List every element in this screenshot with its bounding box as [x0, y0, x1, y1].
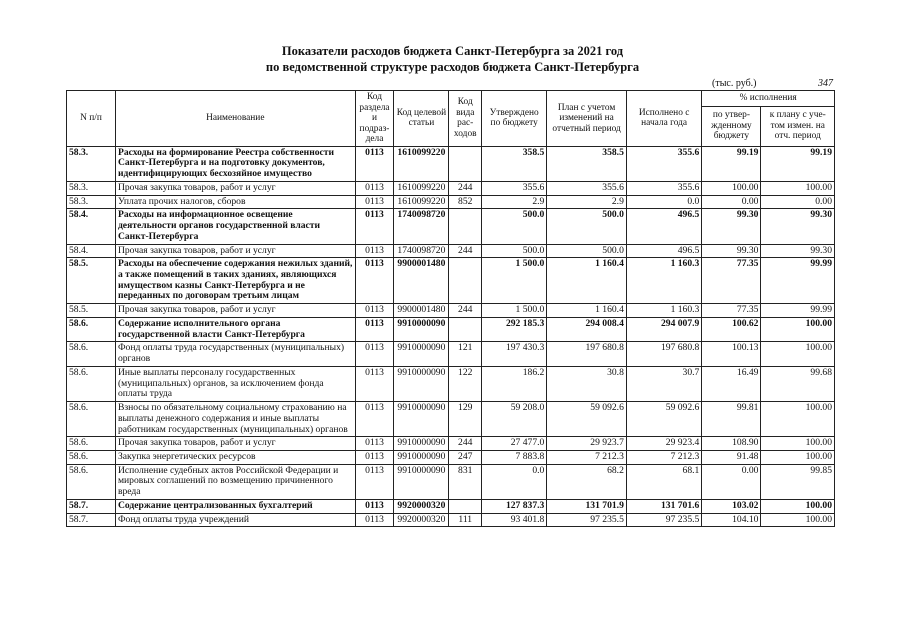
row-name: Содержание централизованных бухгалтерий — [115, 499, 355, 513]
row-vid: 111 — [449, 513, 482, 527]
row-pct-approved: 99.81 — [702, 402, 761, 437]
row-statya: 1740098720 — [394, 244, 449, 258]
row-name: Прочая закупка товаров, работ и услуг — [115, 244, 355, 258]
row-statya: 9910000090 — [394, 451, 449, 465]
header-pct-plan: к плану с уче-том измен. на отч. период — [761, 106, 835, 146]
row-executed: 30.7 — [626, 366, 701, 401]
units-label: (тыс. руб.) — [712, 78, 757, 89]
row-executed: 131 701.6 — [626, 499, 701, 513]
row-executed: 7 212.3 — [626, 451, 701, 465]
report-title-line-2: по ведомственной структуре расходов бюджета Санкт-Петербурга — [265, 60, 640, 74]
row-statya: 9910000090 — [394, 464, 449, 499]
row-executed: 496.5 — [626, 244, 701, 258]
row-vid: 852 — [449, 195, 482, 209]
row-statya: 9910000090 — [394, 317, 449, 341]
row-num: 58.3. — [67, 181, 116, 195]
row-razdel: 0113 — [355, 244, 394, 258]
row-statya: 1610099220 — [394, 181, 449, 195]
header-vid: Код вида рас-ходов — [449, 91, 482, 147]
row-statya: 9910000090 — [394, 437, 449, 451]
row-executed: 355.6 — [626, 146, 701, 181]
row-vid: 129 — [449, 402, 482, 437]
row-plan: 131 701.9 — [547, 499, 627, 513]
row-pct-approved: 16.49 — [702, 366, 761, 401]
row-pct-approved: 99.19 — [702, 146, 761, 181]
table-row — [67, 342, 835, 366]
row-name: Уплата прочих налогов, сборов — [115, 195, 355, 209]
row-razdel: 0113 — [355, 181, 394, 195]
row-vid: 244 — [449, 244, 482, 258]
row-pct-plan: 100.00 — [761, 437, 835, 451]
row-executed: 68.1 — [626, 464, 701, 499]
row-num: 58.6. — [67, 317, 116, 341]
row-approved: 1 500.0 — [482, 258, 547, 304]
row-num: 58.7. — [67, 513, 116, 527]
row-num: 58.5. — [67, 304, 116, 318]
row-razdel: 0113 — [355, 258, 394, 304]
row-pct-approved: 100.00 — [702, 181, 761, 195]
row-name: Закупка энергетических ресурсов — [115, 451, 355, 465]
row-pct-plan: 100.00 — [761, 402, 835, 437]
row-executed: 294 007.9 — [626, 317, 701, 341]
row-num: 58.3. — [67, 146, 116, 181]
row-executed: 197 680.8 — [626, 342, 701, 366]
table-row — [67, 146, 835, 181]
row-pct-approved: 100.62 — [702, 317, 761, 341]
row-pct-plan: 99.85 — [761, 464, 835, 499]
table-row — [67, 181, 835, 195]
row-num: 58.6. — [67, 342, 116, 366]
row-executed: 0.0 — [626, 195, 701, 209]
row-razdel: 0113 — [355, 317, 394, 341]
row-pct-plan: 99.68 — [761, 366, 835, 401]
row-vid: 244 — [449, 181, 482, 195]
row-plan: 355.6 — [547, 181, 627, 195]
row-num: 58.6. — [67, 464, 116, 499]
header-executed: Исполнено с начала года — [626, 91, 701, 147]
header-name: Наименование — [115, 91, 355, 147]
row-vid: 247 — [449, 451, 482, 465]
row-pct-approved: 99.30 — [702, 209, 761, 244]
row-num: 58.4. — [67, 209, 116, 244]
row-name: Прочая закупка товаров, работ и услуг — [115, 181, 355, 195]
row-approved: 93 401.8 — [482, 513, 547, 527]
row-pct-plan: 99.30 — [761, 209, 835, 244]
row-plan: 500.0 — [547, 209, 627, 244]
row-razdel: 0113 — [355, 304, 394, 318]
row-executed: 97 235.5 — [626, 513, 701, 527]
header-pct-approved: по утвер-жденному бюджету — [702, 106, 761, 146]
table-row — [67, 209, 835, 244]
row-name: Прочая закупка товаров, работ и услуг — [115, 437, 355, 451]
row-statya: 1610099220 — [394, 146, 449, 181]
table-row — [67, 317, 835, 341]
row-executed: 29 923.4 — [626, 437, 701, 451]
table-row — [67, 304, 835, 318]
row-plan: 97 235.5 — [547, 513, 627, 527]
row-approved: 7 883.8 — [482, 451, 547, 465]
table-row — [67, 244, 835, 258]
table-row — [67, 402, 835, 437]
row-pct-plan: 100.00 — [761, 451, 835, 465]
row-razdel: 0113 — [355, 209, 394, 244]
row-approved: 500.0 — [482, 244, 547, 258]
row-pct-plan: 100.00 — [761, 342, 835, 366]
row-statya: 9900001480 — [394, 304, 449, 318]
row-name: Содержание исполнительного органа государственной власти Санкт-Петербурга — [115, 317, 355, 341]
row-pct-approved: 100.13 — [702, 342, 761, 366]
row-vid — [449, 258, 482, 304]
row-approved: 358.5 — [482, 146, 547, 181]
table-row — [67, 451, 835, 465]
row-num: 58.3. — [67, 195, 116, 209]
row-pct-plan: 100.00 — [761, 181, 835, 195]
row-razdel: 0113 — [355, 366, 394, 401]
row-pct-plan: 100.00 — [761, 317, 835, 341]
row-razdel: 0113 — [355, 451, 394, 465]
row-vid: 244 — [449, 304, 482, 318]
row-statya: 1610099220 — [394, 195, 449, 209]
row-vid — [449, 209, 482, 244]
row-plan: 197 680.8 — [547, 342, 627, 366]
row-name: Взносы по обязательному социальному страхованию на выплаты денежного содержания и иные выплаты работникам государственных (муниципальных) органов — [115, 402, 355, 437]
row-pct-approved: 77.35 — [702, 258, 761, 304]
row-approved: 2.9 — [482, 195, 547, 209]
row-approved: 292 185.3 — [482, 317, 547, 341]
header-pct-group: % исполнения — [702, 91, 835, 107]
row-name: Фонд оплаты труда государственных (муниципальных) органов — [115, 342, 355, 366]
row-razdel: 0113 — [355, 464, 394, 499]
row-pct-plan: 99.99 — [761, 304, 835, 318]
page-number: 347 — [818, 78, 833, 89]
row-num: 58.4. — [67, 244, 116, 258]
row-pct-approved: 0.00 — [702, 464, 761, 499]
row-approved: 0.0 — [482, 464, 547, 499]
report-title-line-1: Показатели расходов бюджета Санкт-Петербурга за 2021 год — [281, 44, 624, 58]
row-razdel: 0113 — [355, 499, 394, 513]
row-plan: 2.9 — [547, 195, 627, 209]
row-plan: 68.2 — [547, 464, 627, 499]
row-executed: 496.5 — [626, 209, 701, 244]
row-approved: 127 837.3 — [482, 499, 547, 513]
row-plan: 59 092.6 — [547, 402, 627, 437]
row-approved: 197 430.3 — [482, 342, 547, 366]
row-num: 58.5. — [67, 258, 116, 304]
row-statya: 1740098720 — [394, 209, 449, 244]
table-row — [67, 366, 835, 401]
row-pct-approved: 91.48 — [702, 451, 761, 465]
table-row — [67, 195, 835, 209]
row-plan: 29 923.7 — [547, 437, 627, 451]
row-plan: 358.5 — [547, 146, 627, 181]
row-pct-plan: 100.00 — [761, 499, 835, 513]
table-row — [67, 258, 835, 304]
row-name: Расходы на формирование Реестра собственности Санкт-Петербурга и на подготовку документов, идентифицирующих бесхозяйное имущество — [115, 146, 355, 181]
row-name: Расходы на информационное освещение деятельности органов государственной власти Санкт-Петербурга — [115, 209, 355, 244]
row-statya: 9910000090 — [394, 402, 449, 437]
header-plan: План с учетом изменений на отчетный период — [547, 91, 627, 147]
row-razdel: 0113 — [355, 146, 394, 181]
header-razdel: Код раздела и подраз-дела — [355, 91, 394, 147]
row-razdel: 0113 — [355, 513, 394, 527]
row-vid — [449, 317, 482, 341]
row-executed: 59 092.6 — [626, 402, 701, 437]
row-statya: 9910000090 — [394, 366, 449, 401]
table-body — [67, 146, 835, 527]
row-pct-approved: 99.30 — [702, 244, 761, 258]
row-num: 58.6. — [67, 366, 116, 401]
row-plan: 294 008.4 — [547, 317, 627, 341]
row-razdel: 0113 — [355, 437, 394, 451]
row-vid: 121 — [449, 342, 482, 366]
row-statya: 9920000320 — [394, 513, 449, 527]
header-statya: Код целевой статьи — [394, 91, 449, 147]
row-vid — [449, 146, 482, 181]
row-approved: 1 500.0 — [482, 304, 547, 318]
row-name: Иные выплаты персоналу государственных (муниципальных) органов, за исключением фонда оплаты труда — [115, 366, 355, 401]
row-executed: 355.6 — [626, 181, 701, 195]
row-pct-plan: 100.00 — [761, 513, 835, 527]
table-row — [67, 499, 835, 513]
row-name: Исполнение судебных актов Российской Федерации и мировых соглашений по возмещению причиненного вреда — [115, 464, 355, 499]
row-num: 58.6. — [67, 437, 116, 451]
budget-table — [66, 90, 835, 527]
row-name: Расходы на обеспечение содержания нежилых зданий, а также помещений в таких зданиях, являющихся имуществом казны Санкт-Петербурга и не переданных по договорам третьим лицам — [115, 258, 355, 304]
row-num: 58.6. — [67, 451, 116, 465]
header-approved: Утверждено по бюджету — [482, 91, 547, 147]
row-vid: 244 — [449, 437, 482, 451]
row-approved: 355.6 — [482, 181, 547, 195]
row-vid: 122 — [449, 366, 482, 401]
row-statya: 9900001480 — [394, 258, 449, 304]
row-name: Прочая закупка товаров, работ и услуг — [115, 304, 355, 318]
table-row — [67, 513, 835, 527]
row-plan: 7 212.3 — [547, 451, 627, 465]
row-pct-plan: 0.00 — [761, 195, 835, 209]
row-pct-approved: 0.00 — [702, 195, 761, 209]
row-plan: 1 160.4 — [547, 258, 627, 304]
row-razdel: 0113 — [355, 402, 394, 437]
row-razdel: 0113 — [355, 195, 394, 209]
row-statya: 9920000320 — [394, 499, 449, 513]
row-pct-approved: 108.90 — [702, 437, 761, 451]
row-pct-plan: 99.99 — [761, 258, 835, 304]
table-row — [67, 464, 835, 499]
row-vid — [449, 499, 482, 513]
row-pct-plan: 99.19 — [761, 146, 835, 181]
row-approved: 186.2 — [482, 366, 547, 401]
row-pct-plan: 99.30 — [761, 244, 835, 258]
row-plan: 30.8 — [547, 366, 627, 401]
row-razdel: 0113 — [355, 342, 394, 366]
row-approved: 59 208.0 — [482, 402, 547, 437]
row-approved: 500.0 — [482, 209, 547, 244]
row-plan: 1 160.4 — [547, 304, 627, 318]
row-num: 58.7. — [67, 499, 116, 513]
row-executed: 1 160.3 — [626, 304, 701, 318]
row-statya: 9910000090 — [394, 342, 449, 366]
row-pct-approved: 103.02 — [702, 499, 761, 513]
row-executed: 1 160.3 — [626, 258, 701, 304]
row-pct-approved: 104.10 — [702, 513, 761, 527]
header-num: N п/п — [67, 91, 116, 147]
row-pct-approved: 77.35 — [702, 304, 761, 318]
row-name: Фонд оплаты труда учреждений — [115, 513, 355, 527]
table-row — [67, 437, 835, 451]
row-plan: 500.0 — [547, 244, 627, 258]
row-vid: 831 — [449, 464, 482, 499]
row-approved: 27 477.0 — [482, 437, 547, 451]
row-num: 58.6. — [67, 402, 116, 437]
